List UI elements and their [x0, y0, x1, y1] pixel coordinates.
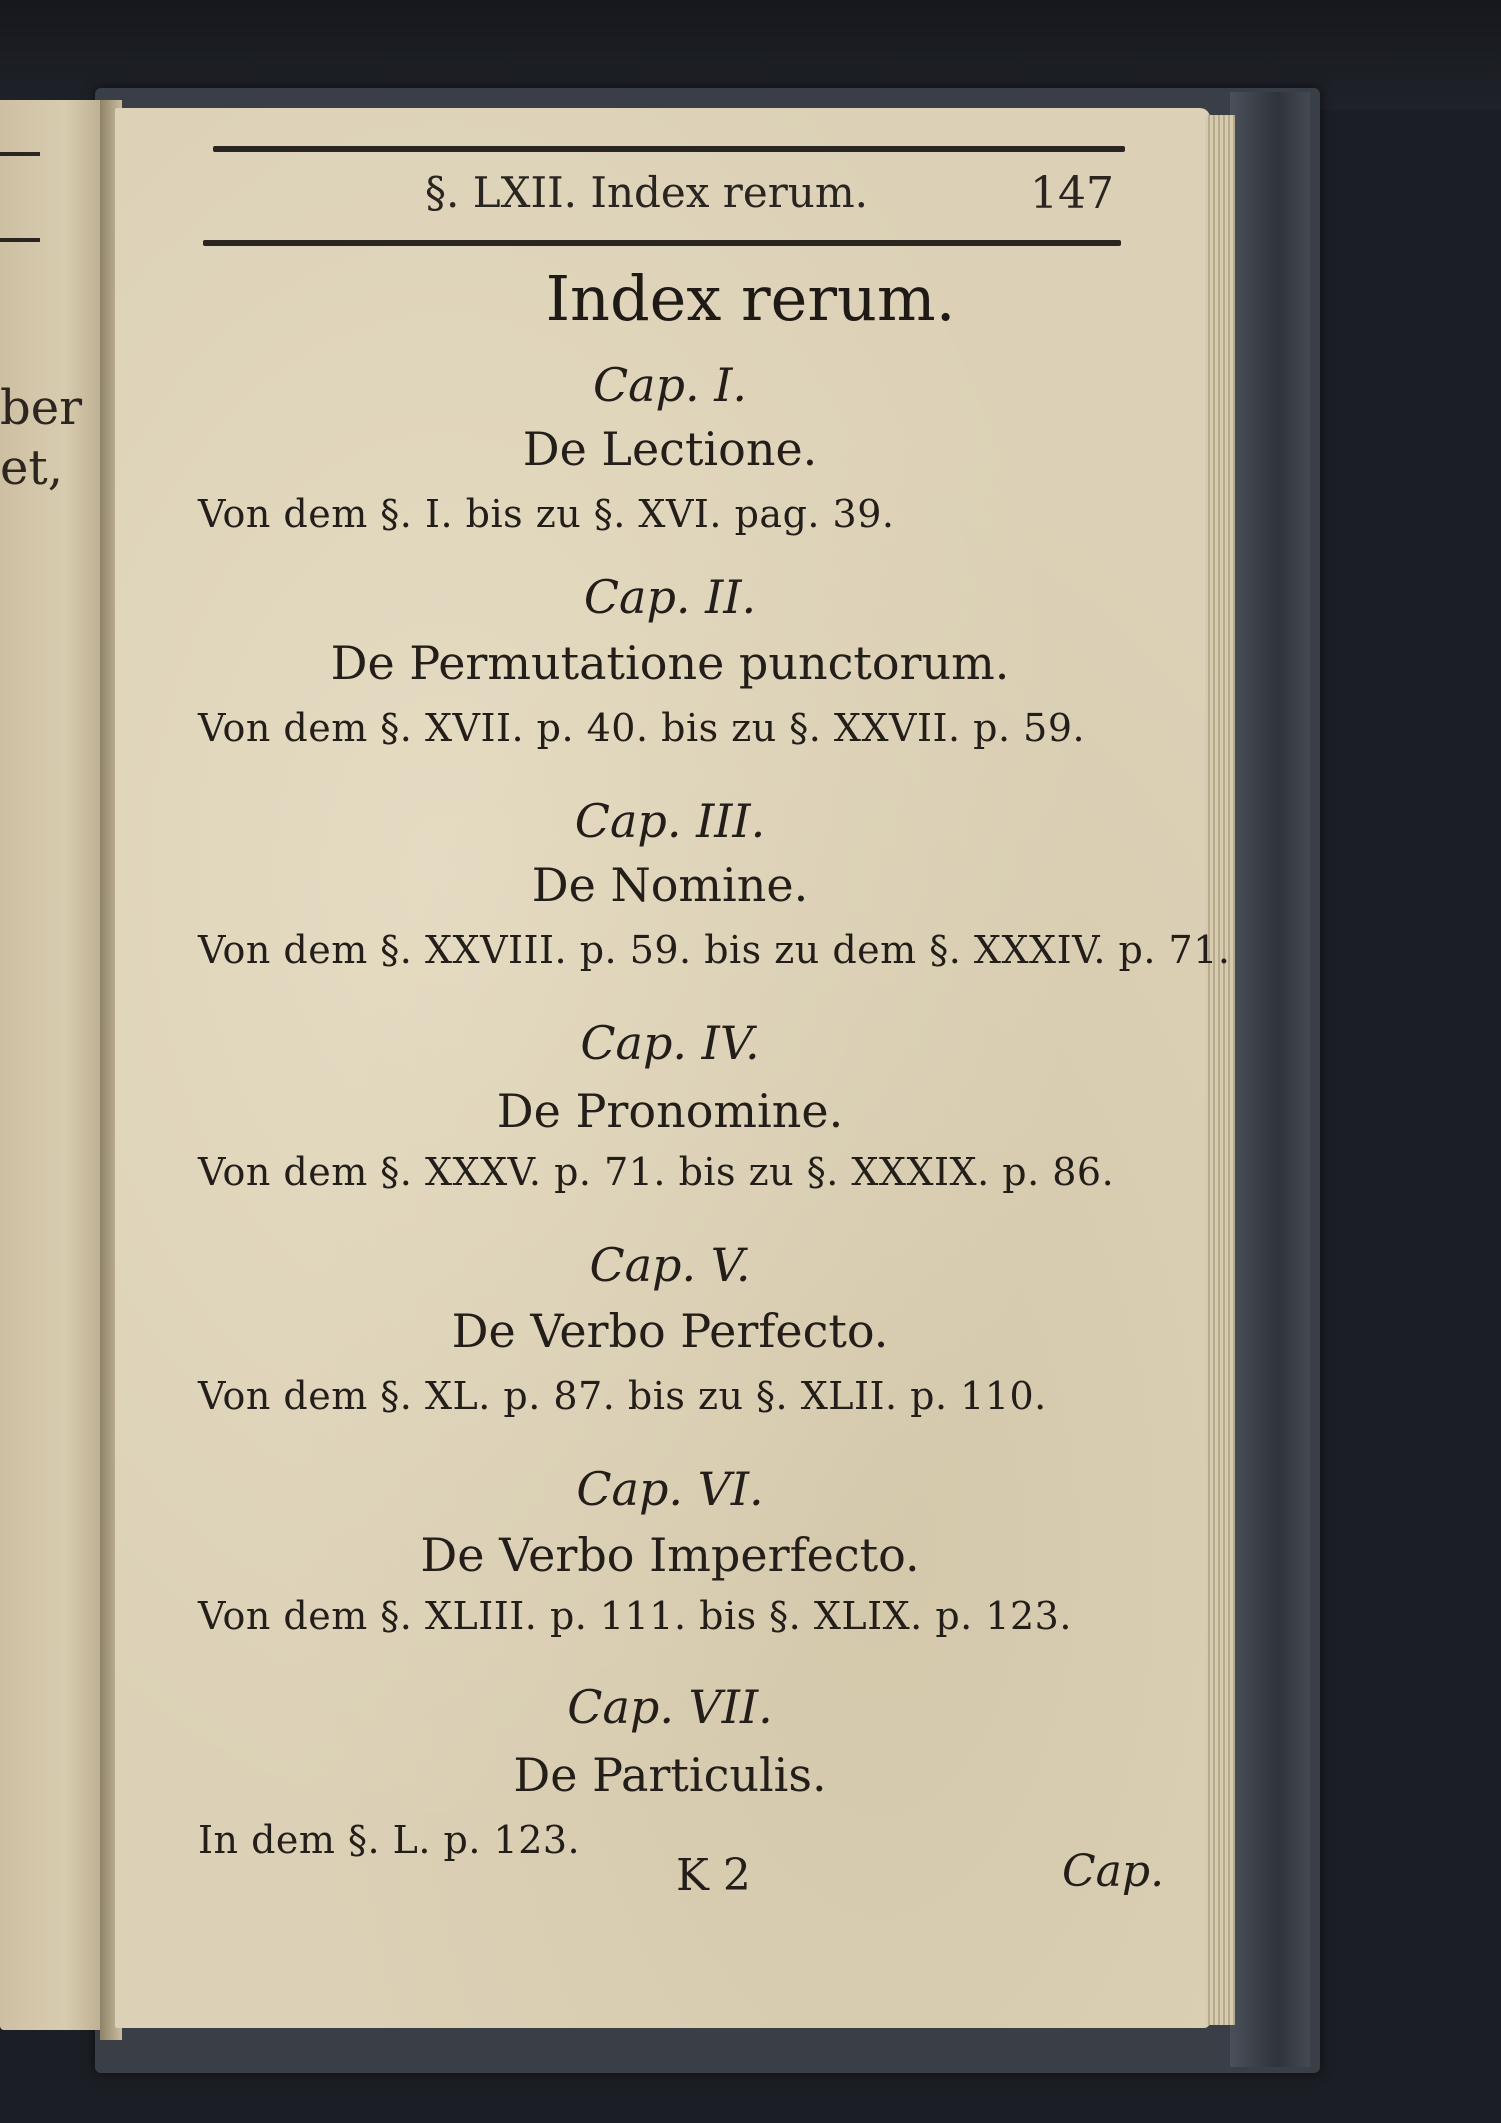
chapter-heading: Cap. III. — [574, 794, 766, 848]
running-title: §. LXII. Index rerum. — [425, 168, 869, 217]
chapter-title: De Pronomine. — [496, 1084, 844, 1138]
chapter-title: De Verbo Imperfecto. — [420, 1528, 920, 1582]
chapter-heading: Cap. II. — [583, 570, 757, 624]
chapter-title: De Verbo Perfecto. — [451, 1304, 889, 1358]
chapter-heading: Cap. V. — [589, 1238, 751, 1292]
chapter-title: De Particulis. — [513, 1748, 827, 1802]
chapter-range: Von dem §. XXXV. p. 71. bis zu §. XXXIX. p. 86. — [198, 1150, 1115, 1194]
chapter-range: Von dem §. XLIII. p. 111. bis §. XLIX. p. 123. — [198, 1594, 1072, 1638]
left-page-rule — [0, 152, 40, 156]
chapter-range: In dem §. L. p. 123. — [198, 1818, 581, 1862]
signature-mark: K 2 — [676, 1850, 751, 1901]
header-rule-bottom — [203, 240, 1121, 246]
chapter-range: Von dem §. XL. p. 87. bis zu §. XLII. p. 110. — [198, 1374, 1047, 1418]
header-rule-top — [213, 146, 1125, 152]
index-title: Index rerum. — [545, 262, 956, 335]
chapter-title: De Lectione. — [522, 422, 818, 476]
chapter-range: Von dem §. I. bis zu §. XVI. pag. 39. — [198, 492, 895, 536]
left-page-fragment: et, — [0, 440, 63, 496]
chapter-heading: Cap. VI. — [576, 1462, 764, 1516]
left-page-rule — [0, 238, 40, 242]
chapter-title: De Nomine. — [531, 858, 809, 912]
chapter-heading: Cap. I. — [592, 358, 748, 412]
chapter-range: Von dem §. XXVIII. p. 59. bis zu dem §. XXXIV. p. 71. — [198, 928, 1231, 972]
catchword: Cap. — [1062, 1846, 1165, 1897]
page-number: 147 — [1030, 168, 1114, 219]
left-page-fragment: ber — [0, 380, 83, 436]
chapter-range: Von dem §. XVII. p. 40. bis zu §. XXVII. p. 59. — [198, 706, 1086, 750]
chapter-heading: Cap. IV. — [580, 1016, 760, 1070]
chapter-title: De Permutatione punctorum. — [330, 636, 1010, 690]
chapter-heading: Cap. VII. — [567, 1680, 773, 1734]
